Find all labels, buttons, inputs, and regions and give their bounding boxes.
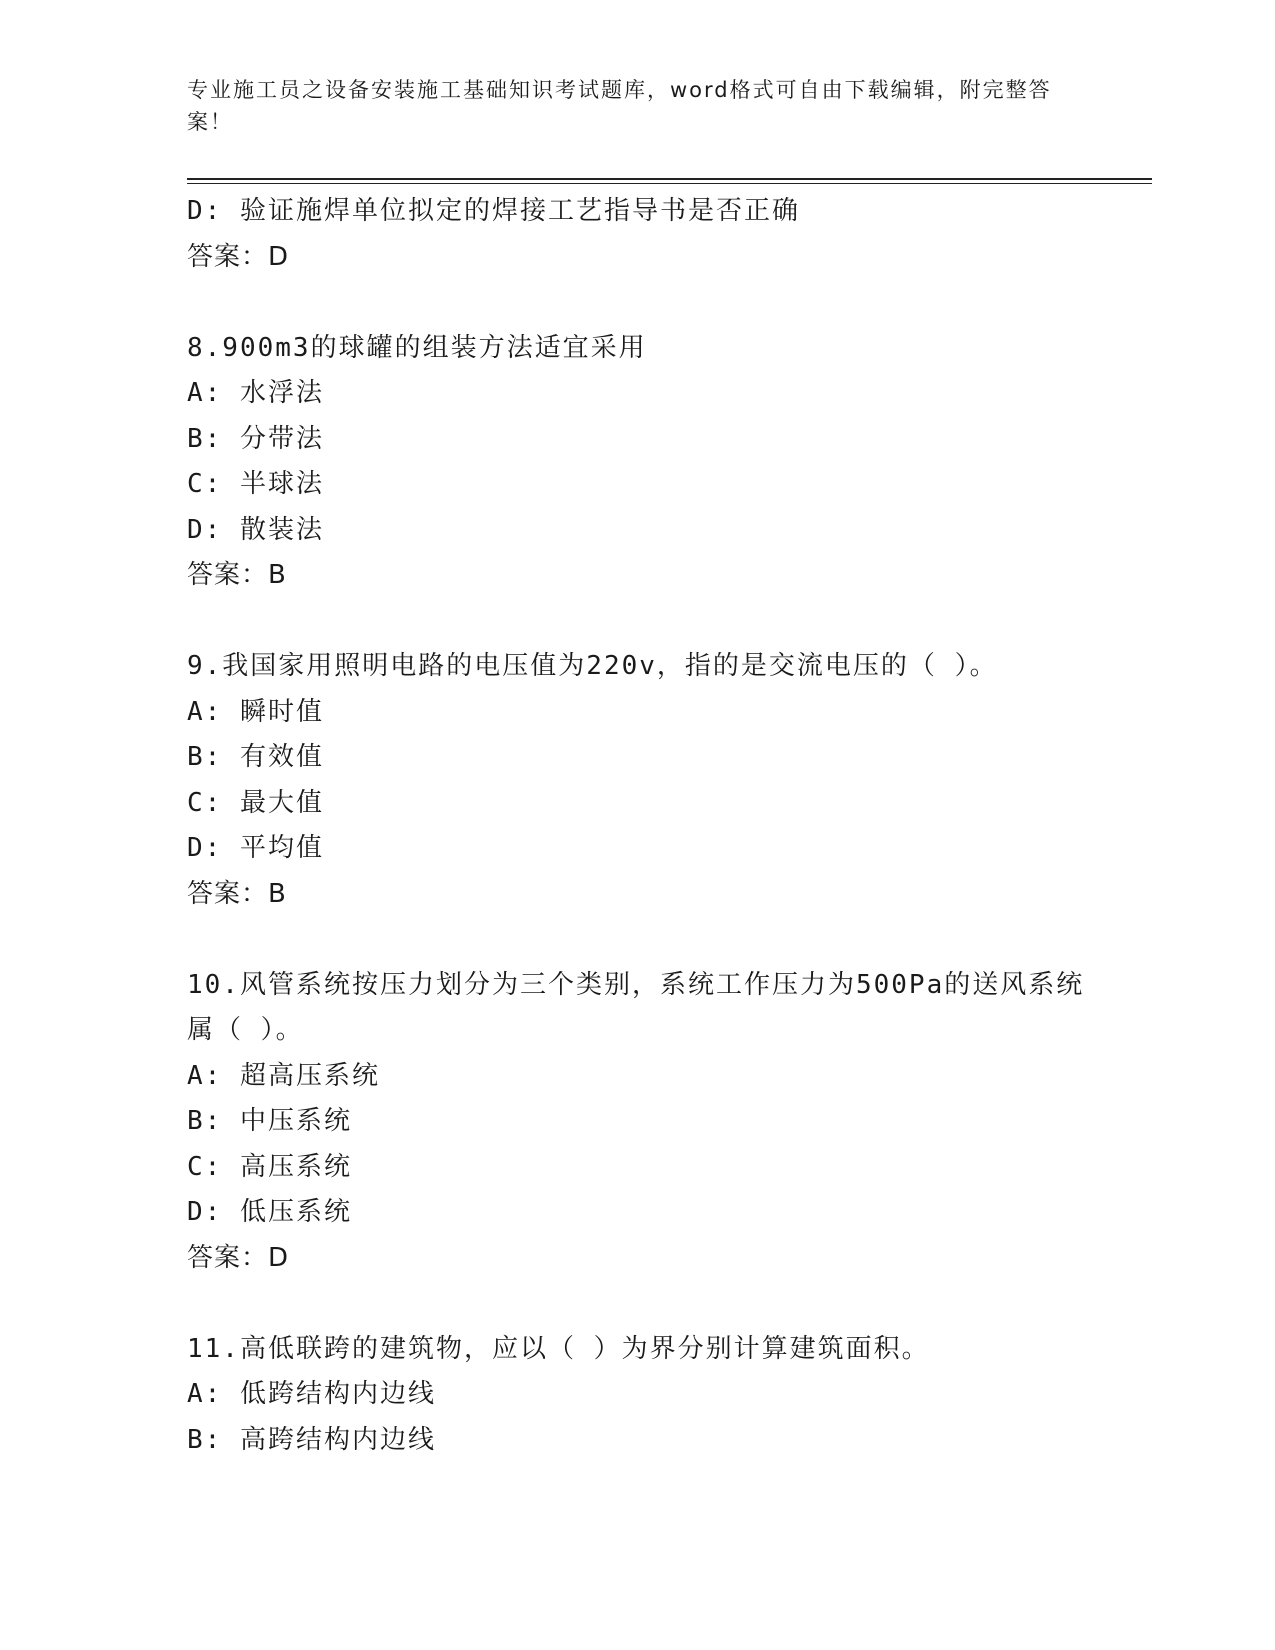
question-8-option-b: B: 分带法 [187,423,324,454]
prev-answer: 答案：D [187,241,290,272]
spacer [187,599,1087,645]
spacer [187,917,1087,963]
question-8-option-c: C: 半球法 [187,469,324,499]
question-9-stem: 9.我国家用照明电路的电压值为220v，指的是交流电压的（ ）。 [187,651,998,681]
question-8-answer: 答案：B [187,560,287,590]
question-9-option-c: C: 最大值 [187,787,324,818]
question-10-stem: 10.风管系统按压力划分为三个类别，系统工作压力为500Pa的送风系统属（ ）。 [187,969,1085,1045]
question-9-option-d: D: 平均值 [187,833,324,863]
header-divider-thin [187,183,1152,184]
question-9-option-a: A: 瞬时值 [187,696,324,727]
question-11-stem: 11.高低联跨的建筑物，应以（ ）为界分别计算建筑面积。 [187,1333,930,1364]
question-11-option-a: A: 低跨结构内边线 [187,1379,436,1409]
question-10-option-b: B: 中压系统 [187,1106,352,1136]
question-9-answer: 答案：B [187,878,287,909]
spacer [187,280,1087,326]
question-8-option-a: A: 水浮法 [187,378,324,408]
question-9-option-b: B: 有效值 [187,742,324,772]
question-10-option-a: A: 超高压系统 [187,1060,380,1091]
question-8-option-d: D: 散装法 [187,514,324,545]
question-10-option-c: C: 高压系统 [187,1151,352,1182]
question-content [187,189,1087,1463]
question-10-option-d: D: 低压系统 [187,1197,352,1227]
header-divider-thick [187,178,1152,180]
document-header: 专业施工员之设备安装施工基础知识考试题库，word格式可自由下载编辑，附完整答案！ [187,78,1052,134]
question-8-stem: 8.900m3的球罐的组装方法适宜采用 [187,332,647,363]
spacer [187,1281,1087,1327]
question-10-answer: 答案：D [187,1242,290,1273]
prev-option-d: D: 验证施焊单位拟定的焊接工艺指导书是否正确 [187,196,800,226]
question-11-option-b: B: 高跨结构内边线 [187,1424,436,1455]
